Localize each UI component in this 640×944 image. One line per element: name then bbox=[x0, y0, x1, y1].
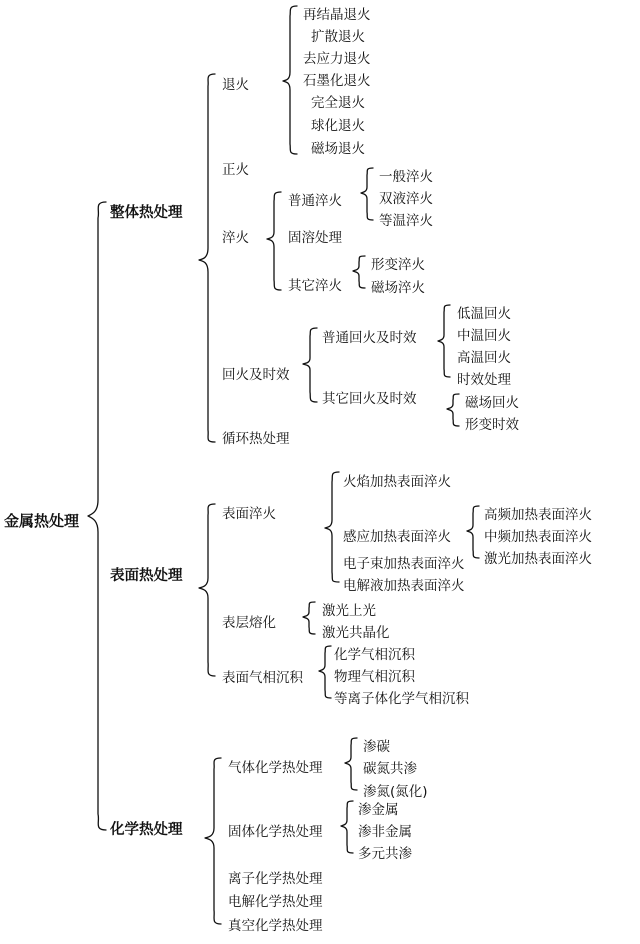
brace-solid-chemical bbox=[340, 799, 356, 855]
brace-ordinary-quenching bbox=[360, 166, 376, 222]
node-recrystallization-annealing: 再结晶退火 bbox=[303, 7, 371, 23]
node-stress-relief-annealing: 去应力退火 bbox=[303, 51, 371, 67]
brace-surface-quenching bbox=[324, 470, 342, 586]
node-surface-heat-treatment: 表面热处理 bbox=[110, 568, 183, 584]
node-deformation-aging: 形变时效 bbox=[465, 417, 519, 433]
node-root: 金属热处理 bbox=[4, 512, 80, 530]
node-whole-heat-treatment: 整体热处理 bbox=[110, 205, 183, 221]
node-high-frequency-heating-surface-quenching: 高频加热表面淬火 bbox=[484, 507, 592, 523]
brace-quenching bbox=[266, 190, 284, 292]
node-graphitizing-annealing: 石墨化退火 bbox=[303, 73, 371, 89]
node-nitriding: 渗氮(氮化) bbox=[363, 784, 428, 800]
brace-surface-heat-treatment bbox=[198, 502, 218, 680]
node-solution-treatment: 固溶处理 bbox=[288, 230, 342, 246]
node-high-temperature-tempering: 高温回火 bbox=[457, 350, 511, 366]
node-spheroidizing-annealing: 球化退火 bbox=[311, 118, 365, 134]
node-deformation-quenching: 形变淬火 bbox=[371, 257, 425, 273]
node-normalizing: 正火 bbox=[222, 162, 249, 178]
node-surface-melting: 表层熔化 bbox=[222, 615, 276, 631]
node-medium-frequency-heating-surface-quenching: 中频加热表面淬火 bbox=[484, 529, 592, 545]
brace-other-quenching bbox=[352, 254, 368, 290]
brace-tempering-aging bbox=[302, 326, 320, 404]
node-electrolytic-chemical-heat-treatment: 电解化学热处理 bbox=[228, 894, 323, 910]
node-plasma-chemical-vapor-deposition: 等离子体化学气相沉积 bbox=[334, 691, 469, 707]
node-cyclic-heat-treatment: 循环热处理 bbox=[222, 431, 290, 447]
node-austempering: 等温淬火 bbox=[379, 213, 433, 229]
node-electrolyte-heating-surface-quenching: 电解液加热表面淬火 bbox=[343, 578, 465, 594]
brace-surface-melting bbox=[302, 600, 318, 636]
node-double-liquid-quenching: 双液淬火 bbox=[379, 191, 433, 207]
node-multi-element-co-infiltration: 多元共渗 bbox=[358, 846, 412, 862]
node-other-tempering-aging: 其它回火及时效 bbox=[322, 391, 417, 407]
node-induction-heating-surface-quenching: 感应加热表面淬火 bbox=[343, 529, 451, 545]
node-chemical-heat-treatment: 化学热处理 bbox=[110, 822, 183, 838]
brace-chemical-heat-treatment bbox=[204, 756, 224, 928]
brace-vapor-deposition bbox=[318, 644, 334, 700]
node-magnetic-field-tempering: 磁场回火 bbox=[465, 395, 519, 411]
node-laser-glazing: 激光上光 bbox=[322, 603, 376, 619]
node-aging-treatment: 时效处理 bbox=[457, 372, 511, 388]
node-laser-eutectic: 激光共晶化 bbox=[322, 625, 390, 641]
node-low-temperature-tempering: 低温回火 bbox=[457, 306, 511, 322]
node-magnetic-field-annealing: 磁场退火 bbox=[311, 141, 365, 157]
node-other-quenching: 其它淬火 bbox=[288, 278, 342, 294]
brace-root bbox=[86, 200, 110, 832]
brace-induction-heating bbox=[466, 504, 482, 560]
node-diffusion-annealing: 扩散退火 bbox=[311, 29, 365, 45]
node-gas-chemical-heat-treatment: 气体化学热处理 bbox=[228, 760, 323, 776]
node-ion-chemical-heat-treatment: 离子化学热处理 bbox=[228, 871, 323, 887]
brace-gas-chemical bbox=[344, 736, 360, 792]
node-chemical-vapor-deposition: 化学气相沉积 bbox=[334, 647, 415, 663]
node-surface-vapor-deposition: 表面气相沉积 bbox=[222, 670, 303, 686]
node-magnetic-field-quenching: 磁场淬火 bbox=[371, 280, 425, 296]
node-tempering-aging: 回火及时效 bbox=[222, 367, 290, 383]
node-full-annealing: 完全退火 bbox=[311, 95, 365, 111]
brace-whole-heat-treatment bbox=[198, 72, 218, 444]
node-quenching: 淬火 bbox=[222, 230, 249, 246]
node-solid-chemical-heat-treatment: 固体化学热处理 bbox=[228, 824, 323, 840]
node-electron-beam-heating-surface-quenching: 电子束加热表面淬火 bbox=[343, 556, 465, 572]
node-ordinary-quenching: 普通淬火 bbox=[288, 193, 342, 209]
node-vacuum-chemical-heat-treatment: 真空化学热处理 bbox=[228, 918, 323, 934]
node-flame-heating-surface-quenching: 火焰加热表面淬火 bbox=[343, 474, 451, 490]
brace-annealing bbox=[282, 4, 300, 156]
brace-ordinary-tempering bbox=[437, 303, 453, 381]
brace-other-tempering bbox=[446, 392, 462, 428]
node-carburizing: 渗碳 bbox=[363, 739, 390, 755]
node-laser-heating-surface-quenching: 激光加热表面淬火 bbox=[484, 551, 592, 567]
node-surface-quenching: 表面淬火 bbox=[222, 506, 276, 522]
node-physical-vapor-deposition: 物理气相沉积 bbox=[334, 669, 415, 685]
node-non-metal-infiltration: 渗非金属 bbox=[358, 824, 412, 840]
node-annealing: 退火 bbox=[222, 77, 249, 93]
node-medium-temperature-tempering: 中温回火 bbox=[457, 328, 511, 344]
node-metallizing: 渗金属 bbox=[358, 802, 399, 818]
node-carbonitriding: 碳氮共渗 bbox=[363, 761, 417, 777]
node-general-quenching: 一般淬火 bbox=[379, 169, 433, 185]
node-ordinary-tempering-aging: 普通回火及时效 bbox=[322, 330, 417, 346]
